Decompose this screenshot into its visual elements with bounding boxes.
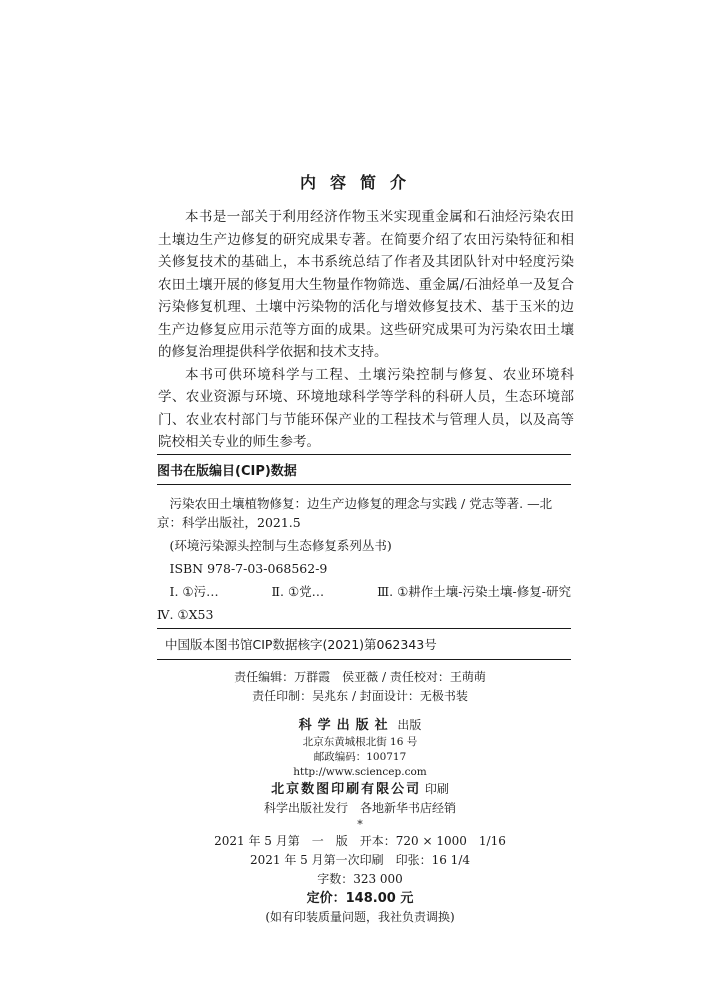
price: 定价：148.00 元: [306, 891, 414, 906]
cip-class-3: Ⅲ. ①耕作土壤-污染土壤-修复-研究: [377, 584, 571, 599]
credits-production: 责任印制：吴兆东 / 封面设计：无极书装: [252, 689, 468, 703]
word-count: 字数：323 000: [317, 872, 403, 886]
publisher-postcode: 邮政编码：100717: [313, 751, 407, 763]
cip-class-1: Ⅰ. ①污…: [169, 584, 219, 599]
publisher-name-suffix: 出版: [397, 718, 422, 732]
intro-text: [158, 206, 574, 454]
cip-classification: [157, 582, 571, 601]
intro-paragraph-2: 本书可供环境科学与工程、土壤污染控制与修复、农业环境科学、农业资源与环境、环境地球科学等学科的科研人员，生态环境部门、农业农村部门与节能环保产业的工程技术与管理人员，以及高等院校相关专业的师生参考。: [158, 366, 574, 450]
cip-heading: 图书在版编目(CIP)数据: [157, 464, 297, 479]
cip-record: 中国版本图书馆CIP数据核字(2021)第062343号: [165, 637, 437, 652]
publisher-block: [0, 716, 720, 927]
publisher-line: [0, 716, 720, 735]
cip-series: (环境污染源头控制与生态修复系列丛书): [169, 538, 392, 553]
separator-star: *: [357, 818, 363, 831]
cip-entry: 污染农田土壤植物修复：边生产边修复的理念与实践 / 党志等著. —北京：科学出版社，2021.5: [157, 496, 553, 530]
printer-name: 北京数图印刷有限公司: [271, 782, 422, 797]
cip-body: [157, 485, 571, 624]
printer-line: [0, 780, 720, 799]
intro-paragraph-1: 本书是一部关于利用经济作物玉米实现重金属和石油烃污染农田土壤边生产边修复的研究成果专著。在简要介绍了农田污染特征和相关修复技术的基础上，本书系统总结了作者及其团队针对中轻度污染农田土壤开展的修复用大生物量作物筛选、重金属/石油烃单一及复合污染修复机理、土壤中污染物的活化与增效修复技术、基于玉米的边生产边修复应用示范等方面的成果。这些研究成果可为污染农田土壤的修复治理提供科学依据和技术支持。: [158, 209, 574, 360]
distribution: 科学出版社发行 各地新华书店经销: [263, 801, 456, 815]
printer-suffix: 印刷: [424, 782, 449, 796]
cip-class-2: Ⅱ. ①党…: [271, 584, 325, 599]
publisher-website: http://www.sciencep.com: [293, 766, 427, 778]
quality-notice: (如有印装质量问题，我社负责调换): [265, 910, 455, 924]
intro-title: 内容简介: [299, 173, 420, 192]
cip-bottom-rule: [157, 659, 571, 660]
edition-info: 2021 年 5 月第 一 版 开本：720 × 1000 1/16: [214, 834, 506, 848]
publisher-address: 北京东黄城根北街 16 号: [302, 736, 418, 748]
printing-info: 2021 年 5 月第一次印刷 印张：16 1/4: [249, 853, 470, 867]
publisher-name: 科学出版社: [298, 718, 394, 733]
cip-block: [157, 454, 571, 660]
cip-isbn: ISBN 978-7-03-068562-9: [169, 561, 328, 576]
credits-editors: 责任编辑：万群霞 侯亚薇 / 责任校对：王萌萌: [234, 670, 486, 684]
credits: [0, 668, 720, 706]
cip-class-4: Ⅳ. ①X53: [157, 607, 214, 622]
